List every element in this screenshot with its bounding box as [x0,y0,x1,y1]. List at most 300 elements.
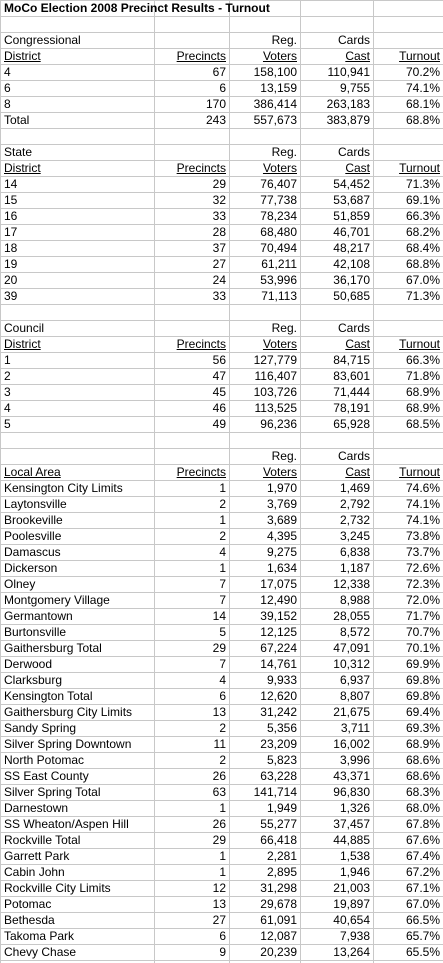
state-header-row-1 [1,144,443,160]
congressional-table-row [1,64,443,80]
reg-voters-cell: 96,236 [260,417,297,431]
reg-voters-cell: 31,298 [260,881,297,895]
reg-header-line1: Reg. [271,321,297,335]
reg-voters-cell: 71,113 [261,289,297,303]
cards-cast-cell: 16,002 [333,737,370,751]
council-table-row [1,416,443,432]
precincts-cell: 1 [219,849,226,863]
cards-cast-cell: 1,326 [339,801,370,815]
precincts-cell: 170 [205,97,226,111]
cards-cast-cell: 2,792 [339,497,370,511]
area-name-cell: Bethesda [4,913,55,927]
state-table-row [1,288,443,304]
council-header-row-1 [1,320,443,336]
area-name-cell: Laytonsville [4,497,67,511]
cards-cast-cell: 42,108 [333,257,370,271]
turnout-cell: 70.1% [405,641,440,655]
cards-cast-cell: 21,675 [333,705,370,719]
cards-cast-cell: 83,601 [333,369,370,383]
precincts-cell: 1 [219,513,226,527]
cast-column-header: Cast [345,49,370,63]
turnout-cell: 71.8% [405,369,440,383]
reg-voters-cell: 13,159 [260,81,297,95]
cards-cast-cell: 84,715 [333,353,370,367]
cards-header-line1: Cards [337,321,370,335]
sheet-title: MoCo Election 2008 Precinct Results - Turnout [4,1,270,15]
precincts-cell: 29 [212,833,226,847]
cards-cast-cell: 47,091 [333,641,370,655]
cards-cast-cell: 21,003 [333,881,370,895]
area-name-cell: Silver Spring Downtown [4,737,132,751]
precincts-cell: 27 [212,257,226,271]
sheet-body [1,16,443,960]
precincts-cell: 27 [212,913,226,927]
turnout-cell: 74.1% [405,513,440,527]
cards-cast-cell: 96,830 [333,785,370,799]
reg-voters-cell: 67,224 [260,641,297,655]
cards-cast-cell: 28,055 [333,609,370,623]
cards-header-line1: Cards [337,449,370,463]
precincts-cell: 1 [219,865,226,879]
local-area-table-row [1,672,443,688]
turnout-cell: 68.5% [405,417,440,431]
cards-cast-cell: 10,312 [333,657,370,671]
cards-cast-cell: 110,941 [327,65,370,79]
area-name-cell: Rockville City Limits [4,881,111,895]
cards-cast-cell: 43,371 [333,769,370,783]
reg-voters-cell: 3,689 [266,513,297,527]
turnout-cell: 66.3% [405,353,440,367]
area-name-cell: 4 [4,65,11,79]
area-name-cell: Montgomery Village [4,593,110,607]
reg-header-line1: Reg. [271,145,297,159]
reg-voters-cell: 141,714 [253,785,297,799]
area-name-cell: SS Wheaton/Aspen Hill [4,817,129,831]
reg-voters-cell: 557,673 [253,113,297,127]
turnout-cell: 68.6% [405,753,440,767]
local-area-table-row [1,480,443,496]
reg-voters-cell: 29,678 [260,897,297,911]
turnout-cell: 73.7% [405,545,440,559]
cards-cast-cell: 13,264 [333,945,370,959]
area-name-cell: 8 [4,97,11,111]
turnout-cell: 67.0% [405,897,440,911]
precincts-cell: 2 [219,497,226,511]
precincts-cell: 2 [219,721,226,735]
voters-column-header: Voters [262,337,297,351]
area-name-cell: Silver Spring Total [4,785,101,799]
state-header-row-2 [1,160,443,176]
reg-voters-cell: 70,494 [260,241,297,255]
local-area-table-row [1,512,443,528]
reg-voters-cell: 53,996 [260,273,297,287]
precincts-cell: 12 [212,881,226,895]
state-table-row [1,192,443,208]
reg-voters-cell: 5,823 [266,753,297,767]
reg-voters-cell: 9,933 [266,673,297,687]
turnout-cell: 69.9% [405,657,440,671]
turnout-cell: 68.8% [405,257,440,271]
area-name-cell: Darnestown [4,801,69,815]
turnout-cell: 65.5% [405,945,440,959]
council-table-row [1,368,443,384]
area-name-cell: 5 [4,417,11,431]
reg-voters-cell: 55,277 [260,817,297,831]
cards-header-line1: Cards [337,33,370,47]
turnout-cell: 67.1% [405,881,440,895]
reg-voters-cell: 158,100 [253,65,297,79]
precincts-cell: 32 [212,193,226,207]
local-area-table-row [1,832,443,848]
precincts-cell: 2 [219,529,226,543]
title-row [1,0,443,16]
local-area-table-row [1,864,443,880]
area-name-cell: Potomac [4,897,52,911]
precincts-cell: 63 [212,785,226,799]
reg-voters-cell: 116,407 [254,369,297,383]
cards-cast-cell: 6,838 [339,545,370,559]
state-table-row [1,256,443,272]
turnout-cell: 68.0% [405,801,440,815]
reg-voters-cell: 61,091 [260,913,297,927]
local-area-table-row [1,592,443,608]
cards-cast-cell: 6,937 [339,673,370,687]
precincts-column-header: Precincts [176,161,226,175]
precincts-cell: 5 [219,625,226,639]
blank-row [1,432,443,448]
precincts-cell: 7 [219,577,226,591]
cards-cast-cell: 46,701 [333,225,370,239]
precincts-cell: 45 [212,385,226,399]
local-area-table-row [1,528,443,544]
local-area-table-row [1,656,443,672]
local-area-table-row [1,544,443,560]
precincts-cell: 1 [219,801,226,815]
local-area-table-row [1,784,443,800]
area-name-cell: Kensington City Limits [4,481,123,495]
local-area-table-row [1,816,443,832]
cards-cast-cell: 44,885 [333,833,370,847]
cast-column-header: Cast [345,465,370,479]
precincts-cell: 24 [212,273,226,287]
area-name-cell: Takoma Park [4,929,75,943]
cards-cast-cell: 1,538 [339,849,370,863]
area-name-cell: Damascus [4,545,61,559]
precincts-cell: 13 [212,705,226,719]
precincts-cell: 14 [212,609,226,623]
council-table-row [1,352,443,368]
local-area-table-row [1,720,443,736]
turnout-cell: 71.3% [405,177,440,191]
reg-voters-cell: 12,620 [260,689,297,703]
cards-cast-cell: 1,187 [339,561,370,575]
precincts-cell: 6 [219,929,226,943]
turnout-cell: 69.3% [405,721,440,735]
area-name-cell: 1 [4,353,11,367]
reg-voters-cell: 3,769 [266,497,297,511]
area-name-cell: 18 [4,241,18,255]
reg-voters-cell: 61,211 [261,257,297,271]
council-group-label: Council [4,321,45,335]
precincts-cell: 9 [219,945,226,959]
cards-cast-cell: 51,859 [333,209,370,223]
reg-voters-cell: 12,490 [260,593,297,607]
precincts-cell: 33 [212,209,226,223]
local-area-table-row [1,736,443,752]
state-table-row [1,272,443,288]
congressional-table-row [1,112,443,128]
reg-voters-cell: 2,281 [266,849,297,863]
area-name-cell: 17 [4,225,18,239]
reg-voters-cell: 23,209 [260,737,297,751]
cards-cast-cell: 19,897 [333,897,370,911]
area-name-cell: 6 [4,81,11,95]
reg-voters-cell: 5,356 [266,721,297,735]
local-area-table-row [1,704,443,720]
reg-voters-cell: 2,895 [266,865,297,879]
local-area-table-row [1,848,443,864]
area-name-cell: North Potomac [4,753,85,767]
congressional-header-row-2 [1,48,443,64]
local-area-header-row-1 [1,448,443,464]
turnout-cell: 67.2% [405,865,440,879]
local-area-table-row [1,768,443,784]
cards-cast-cell: 40,654 [333,913,370,927]
precincts-cell: 49 [212,417,226,431]
cards-cast-cell: 8,988 [339,593,370,607]
state-table-row [1,176,443,192]
turnout-cell: 68.6% [405,769,440,783]
turnout-cell: 66.5% [405,913,440,927]
turnout-cell: 74.1% [405,81,440,95]
reg-voters-cell: 17,075 [260,577,297,591]
reg-voters-cell: 127,779 [253,353,297,367]
precincts-column-header: Precincts [176,465,226,479]
area-name-cell: 15 [4,193,18,207]
turnout-column-header: Turnout [399,337,440,351]
local-area-table-row [1,912,443,928]
area-name-cell: 14 [4,177,18,191]
turnout-cell: 74.1% [405,497,440,511]
local-area-header-row-2 [1,464,443,480]
turnout-cell: 70.2% [405,65,440,79]
turnout-cell: 67.0% [405,273,440,287]
cards-cast-cell: 8,572 [339,625,370,639]
state-table-row [1,240,443,256]
turnout-column-header: Turnout [399,465,440,479]
cards-cast-cell: 53,687 [333,193,370,207]
precincts-cell: 33 [212,289,226,303]
reg-voters-cell: 63,228 [260,769,297,783]
local-area-table-row [1,576,443,592]
state-table-row [1,224,443,240]
reg-voters-cell: 78,234 [260,209,297,223]
reg-voters-cell: 39,152 [260,609,297,623]
cards-cast-cell: 71,444 [333,385,370,399]
turnout-cell: 67.6% [405,833,440,847]
state-table-row [1,208,443,224]
area-name-cell: Sandy Spring [4,721,77,735]
turnout-cell: 68.9% [405,401,440,415]
reg-header-line1: Reg. [271,449,297,463]
congressional-table-row [1,80,443,96]
precincts-cell: 4 [219,545,226,559]
area-name-cell: Gaithersburg Total [4,641,102,655]
reg-voters-cell: 4,395 [266,529,297,543]
local-area-table-row [1,928,443,944]
reg-voters-cell: 31,242 [260,705,297,719]
area-name-cell: Clarksburg [4,673,63,687]
turnout-cell: 69.8% [405,689,440,703]
area-name-cell: 2 [4,369,11,383]
turnout-column-header: Turnout [399,49,440,63]
reg-voters-cell: 1,970 [266,481,297,495]
council-table-row [1,400,443,416]
turnout-cell: 73.8% [405,529,440,543]
reg-voters-cell: 1,634 [266,561,297,575]
area-name-cell: Rockville Total [4,833,81,847]
local-area-table-row [1,496,443,512]
congressional-header-row-1 [1,32,443,48]
precincts-cell: 2 [219,753,226,767]
cards-cast-cell: 1,946 [339,865,370,879]
local-area-table-row [1,752,443,768]
precincts-cell: 26 [212,769,226,783]
turnout-cell: 66.3% [405,209,440,223]
cards-cast-cell: 36,170 [333,273,370,287]
turnout-cell: 71.7% [405,609,440,623]
local-area-group-label [1,448,154,464]
precincts-cell: 1 [219,561,226,575]
cards-cast-cell: 54,452 [333,177,370,191]
area-name-cell: Cabin John [4,865,65,879]
cards-cast-cell: 7,938 [339,929,370,943]
precincts-cell: 46 [212,401,226,415]
turnout-cell: 67.8% [405,817,440,831]
reg-voters-cell: 14,761 [260,657,297,671]
precincts-cell: 243 [205,113,226,127]
turnout-cell: 72.3% [405,577,440,591]
precincts-cell: 47 [212,369,226,383]
area-name-cell: Derwood [4,657,53,671]
turnout-cell: 68.9% [405,385,440,399]
cards-cast-cell: 2,732 [339,513,370,527]
cards-cast-cell: 3,245 [339,529,370,543]
council-header-row-2 [1,336,443,352]
voters-column-header: Voters [262,49,297,63]
area-name-cell: 19 [4,257,18,271]
turnout-cell: 69.1% [405,193,440,207]
turnout-column-header: Turnout [399,161,440,175]
cards-cast-cell: 12,338 [333,577,370,591]
turnout-cell: 69.4% [405,705,440,719]
precincts-cell: 11 [213,737,226,751]
precincts-cell: 29 [212,641,226,655]
precincts-cell: 6 [219,689,226,703]
turnout-cell: 68.8% [405,113,440,127]
blank-row [1,304,443,320]
reg-voters-cell: 103,726 [253,385,297,399]
cards-header-line1: Cards [337,145,370,159]
local-area-table-row [1,560,443,576]
turnout-cell: 68.1% [405,97,440,111]
area-name-cell: Dickerson [4,561,58,575]
blank-row [1,128,443,144]
area-name-cell: Poolesville [4,529,62,543]
cards-cast-cell: 8,807 [339,689,370,703]
reg-voters-cell: 1,949 [266,801,297,815]
district-column-header: District [4,161,41,175]
turnout-cell: 70.7% [405,625,440,639]
cards-cast-cell: 3,996 [339,753,370,767]
precincts-cell: 29 [212,177,226,191]
precincts-cell: 1 [219,481,226,495]
congressional-table-row [1,96,443,112]
precincts-cell: 56 [212,353,226,367]
reg-voters-cell: 20,239 [260,945,297,959]
area-name-cell: Gaithersburg City Limits [4,705,133,719]
reg-voters-cell: 68,480 [260,225,297,239]
voters-column-header: Voters [262,161,297,175]
voters-column-header: Voters [262,465,297,479]
state-group-label: State [4,145,33,159]
reg-voters-cell: 113,525 [254,401,297,415]
precincts-cell: 7 [219,593,226,607]
reg-voters-cell: 76,407 [260,177,297,191]
reg-voters-cell: 386,414 [253,97,297,111]
district-column-header: District [4,337,41,351]
precincts-cell: 4 [219,673,226,687]
turnout-cell: 71.3% [405,289,440,303]
local-area-table-row [1,800,443,816]
council-table-row [1,384,443,400]
area-name-cell: Brookeville [4,513,63,527]
cast-column-header: Cast [345,161,370,175]
local-area-table-row [1,640,443,656]
precincts-column-header: Precincts [176,49,226,63]
cards-cast-cell: 9,755 [339,81,370,95]
district-column-header: Local Area [4,465,61,479]
precincts-cell: 28 [212,225,226,239]
area-name-cell: 39 [4,289,18,303]
cards-cast-cell: 1,469 [339,481,370,495]
cards-cast-cell: 65,928 [333,417,370,431]
reg-voters-cell: 77,738 [260,193,297,207]
turnout-cell: 69.8% [405,673,440,687]
turnout-cell: 68.3% [405,785,440,799]
cards-cast-cell: 3,711 [340,721,370,735]
precincts-cell: 37 [212,241,226,255]
turnout-cell: 72.6% [405,561,440,575]
cast-column-header: Cast [345,337,370,351]
precincts-cell: 7 [219,657,226,671]
area-name-cell: Kensington Total [4,689,93,703]
area-name-cell: 20 [4,273,18,287]
turnout-cell: 72.0% [405,593,440,607]
cards-cast-cell: 383,879 [326,113,370,127]
local-area-table-row [1,896,443,912]
cards-cast-cell: 263,183 [326,97,370,111]
local-area-table-row [1,688,443,704]
turnout-cell: 68.9% [405,737,440,751]
reg-voters-cell: 12,087 [260,929,297,943]
precincts-cell: 26 [212,817,226,831]
congressional-group-label: Congressional [4,33,81,47]
turnout-cell: 68.4% [405,241,440,255]
turnout-cell: 68.2% [405,225,440,239]
area-name-cell: Garrett Park [4,849,70,863]
cards-cast-cell: 78,191 [333,401,370,415]
